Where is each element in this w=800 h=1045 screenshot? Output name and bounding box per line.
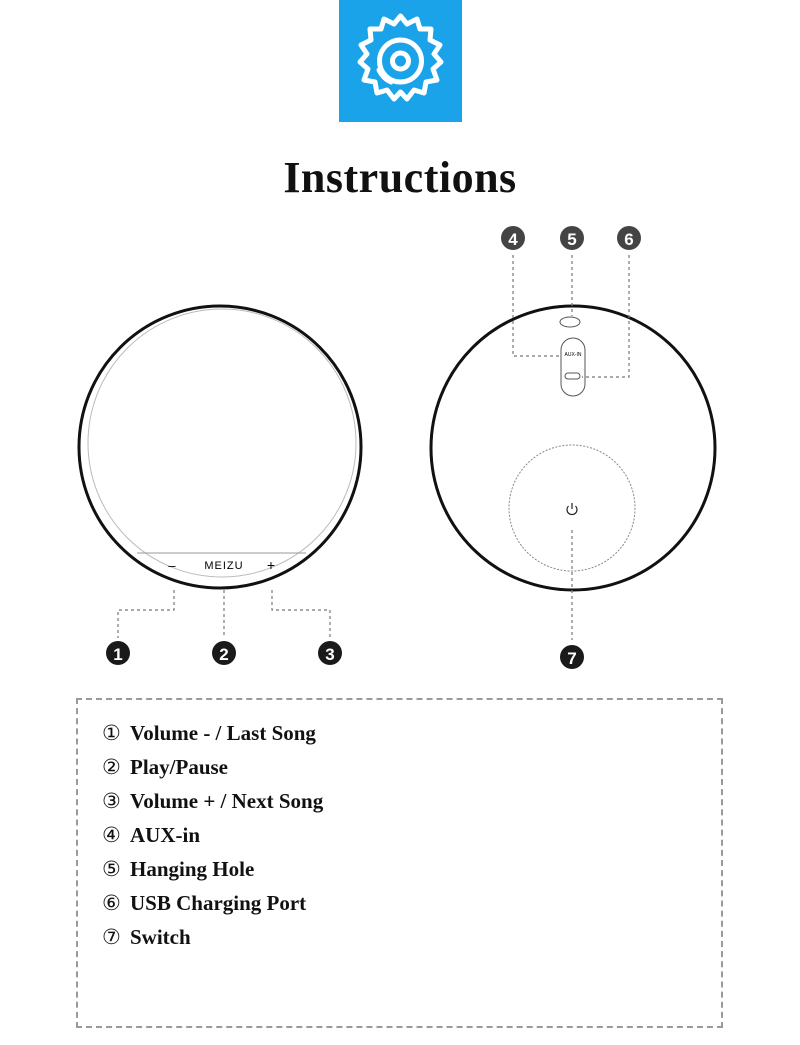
page-title: Instructions <box>283 153 517 202</box>
brand-label: MEIZU <box>204 560 244 572</box>
legend-item <box>102 920 323 954</box>
callout-5 <box>560 226 584 250</box>
legend-number: ④ <box>102 823 121 847</box>
callout-2 <box>212 641 236 665</box>
legend-item <box>102 886 323 920</box>
legend-number: ① <box>102 721 121 745</box>
legend-item <box>102 818 323 852</box>
callout-7 <box>560 645 584 669</box>
svg-text:2: 2 <box>219 645 229 664</box>
legend-number: ⑦ <box>102 925 121 949</box>
legend-label: Hanging Hole <box>130 857 255 881</box>
svg-text:4: 4 <box>508 230 518 249</box>
legend-item <box>102 716 323 750</box>
callout-4 <box>501 226 525 250</box>
legend-number: ③ <box>102 789 121 813</box>
legend-number: ⑥ <box>102 891 121 915</box>
legend-item <box>102 852 323 886</box>
minus-button-label: – <box>168 558 176 573</box>
svg-text:7: 7 <box>567 649 577 668</box>
legend-label: Volume - / Last Song <box>130 721 316 745</box>
legend-number: ⑤ <box>102 857 121 881</box>
legend-label: USB Charging Port <box>130 891 307 915</box>
callout-1 <box>106 641 130 665</box>
legend-label: Volume + / Next Song <box>130 789 324 813</box>
aux-port-label: AUX-IN <box>564 352 582 358</box>
svg-text:3: 3 <box>325 645 335 664</box>
svg-text:1: 1 <box>113 645 123 664</box>
svg-text:5: 5 <box>567 230 577 249</box>
legend-box <box>76 698 723 1028</box>
front-speaker <box>79 306 361 638</box>
legend-label: AUX-in <box>130 823 201 847</box>
legend-label: Switch <box>130 925 191 949</box>
back-speaker <box>431 255 715 640</box>
plus-button-label: + <box>266 557 276 573</box>
callout-6 <box>617 226 641 250</box>
legend-label: Play/Pause <box>130 755 228 779</box>
callout-3 <box>318 641 342 665</box>
legend-item <box>102 750 323 784</box>
svg-text:6: 6 <box>624 230 634 249</box>
legend-number: ② <box>102 755 121 779</box>
legend-list <box>102 716 323 954</box>
legend-item <box>102 784 323 818</box>
